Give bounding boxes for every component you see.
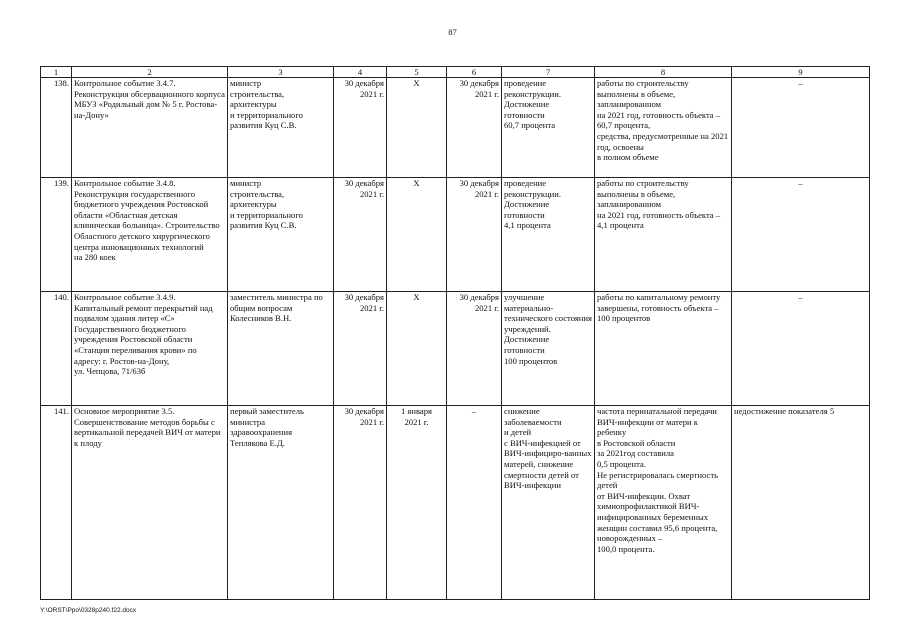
column-header: 4 xyxy=(334,67,387,78)
document-file-path: Y:\ORST\Ppo\0328p240.f22.docx xyxy=(40,607,137,614)
row-number: 138. xyxy=(41,78,72,178)
column-header: 7 xyxy=(502,67,595,78)
start-date-cell: Х xyxy=(387,178,447,292)
responsible-cell: министр строительства, архитектуры и территориального развития Куц С.В. xyxy=(228,178,334,292)
plan-date-cell: 30 декабря 2021 г. xyxy=(334,78,387,178)
row-number: 140. xyxy=(41,292,72,406)
plan-date-cell: 30 декабря 2021 г. xyxy=(334,178,387,292)
expected-result-cell: проведение реконструкции. Достижение готовности 4,1 процента xyxy=(502,178,595,292)
responsible-cell: заместитель министра по общим вопросам Колесников В.Н. xyxy=(228,292,334,406)
table-header-row xyxy=(41,67,870,78)
expected-result-cell: снижение заболеваемости и детей с ВИЧ-инфекцией от ВИЧ-инфициро-ванных матерей, снижение смертности детей от ВИЧ-инфекции xyxy=(502,406,595,600)
plan-date-cell: 30 декабря 2021 г. xyxy=(334,292,387,406)
column-header: 1 xyxy=(41,67,72,78)
expected-result-cell: улучшение материально-технического состояния учреждений. Достижение готовности 100 процентов xyxy=(502,292,595,406)
column-header: 5 xyxy=(387,67,447,78)
end-date-cell: – xyxy=(447,406,502,600)
column-header: 6 xyxy=(447,67,502,78)
event-cell: Контрольное событие 3.4.7. Реконструкция обсервационного корпуса МБУЗ «Родильный дом № 5 г. Ростова-на-Дону» xyxy=(72,78,228,178)
table-row xyxy=(41,292,870,406)
column-header: 9 xyxy=(732,67,870,78)
event-cell: Основное мероприятие 3.5. Совершенствование методов борьбы с вертикальной передачей ВИЧ от матери к плоду xyxy=(72,406,228,600)
report-table xyxy=(40,66,870,600)
end-date-cell: 30 декабря 2021 г. xyxy=(447,292,502,406)
note-cell: – xyxy=(732,78,870,178)
note-cell: – xyxy=(732,292,870,406)
end-date-cell: 30 декабря 2021 г. xyxy=(447,78,502,178)
page-number: 87 xyxy=(448,27,457,37)
actual-result-cell: частота перинатальной передачи ВИЧ-инфекции от матери к ребенку в Ростовской области за 2021год составила 0,5 процента. Не регистрировалась смертность детей от ВИЧ-инфекции. Охват химиопрофилактикой ВИЧ-инфицированных беременных женщин составил 95,6 процента, новорожденных – 100,0 процента. xyxy=(595,406,732,600)
column-header: 8 xyxy=(595,67,732,78)
responsible-cell: министр строительства, архитектуры и территориального развития Куц С.В. xyxy=(228,78,334,178)
row-number: 139. xyxy=(41,178,72,292)
table-row xyxy=(41,78,870,178)
actual-result-cell: работы по строительству выполнены в объеме, запланированном на 2021 год, готовность объекта – 60,7 процента, средства, предусмотренные на 2021 год, освоены в полном объеме xyxy=(595,78,732,178)
start-date-cell: Х xyxy=(387,292,447,406)
responsible-cell: первый заместитель министра здравоохранения Теплякова Е.Д. xyxy=(228,406,334,600)
table-row xyxy=(41,406,870,600)
table-row xyxy=(41,178,870,292)
event-cell: Контрольное событие 3.4.9. Капитальный ремонт перекрытий над подвалом здания литер «С» Государственного бюджетного учреждения Ростовской области «Станция переливания крови» по адресу: г. Ростов-на-Дону, ул. Чепцова, 71/63б xyxy=(72,292,228,406)
start-date-cell: Х xyxy=(387,78,447,178)
actual-result-cell: работы по строительству выполнены в объеме, запланированном на 2021 год, готовность объекта – 4,1 процента xyxy=(595,178,732,292)
plan-date-cell: 30 декабря 2021 г. xyxy=(334,406,387,600)
column-header: 3 xyxy=(228,67,334,78)
note-cell: недостижение показателя 5 xyxy=(732,406,870,600)
expected-result-cell: проведение реконструкции. Достижение готовности 60,7 процента xyxy=(502,78,595,178)
end-date-cell: 30 декабря 2021 г. xyxy=(447,178,502,292)
row-number: 141. xyxy=(41,406,72,600)
note-cell: – xyxy=(732,178,870,292)
start-date-cell: 1 января 2021 г. xyxy=(387,406,447,600)
event-cell: Контрольное событие 3.4.8. Реконструкция государственного бюджетного учреждения Ростовской области «Областная детская клиническая больница». Строительство Областного детского хирургического центра инновационных технологий на 280 коек xyxy=(72,178,228,292)
column-header: 2 xyxy=(72,67,228,78)
actual-result-cell: работы по капитальному ремонту завершены, готовность объекта – 100 процентов xyxy=(595,292,732,406)
